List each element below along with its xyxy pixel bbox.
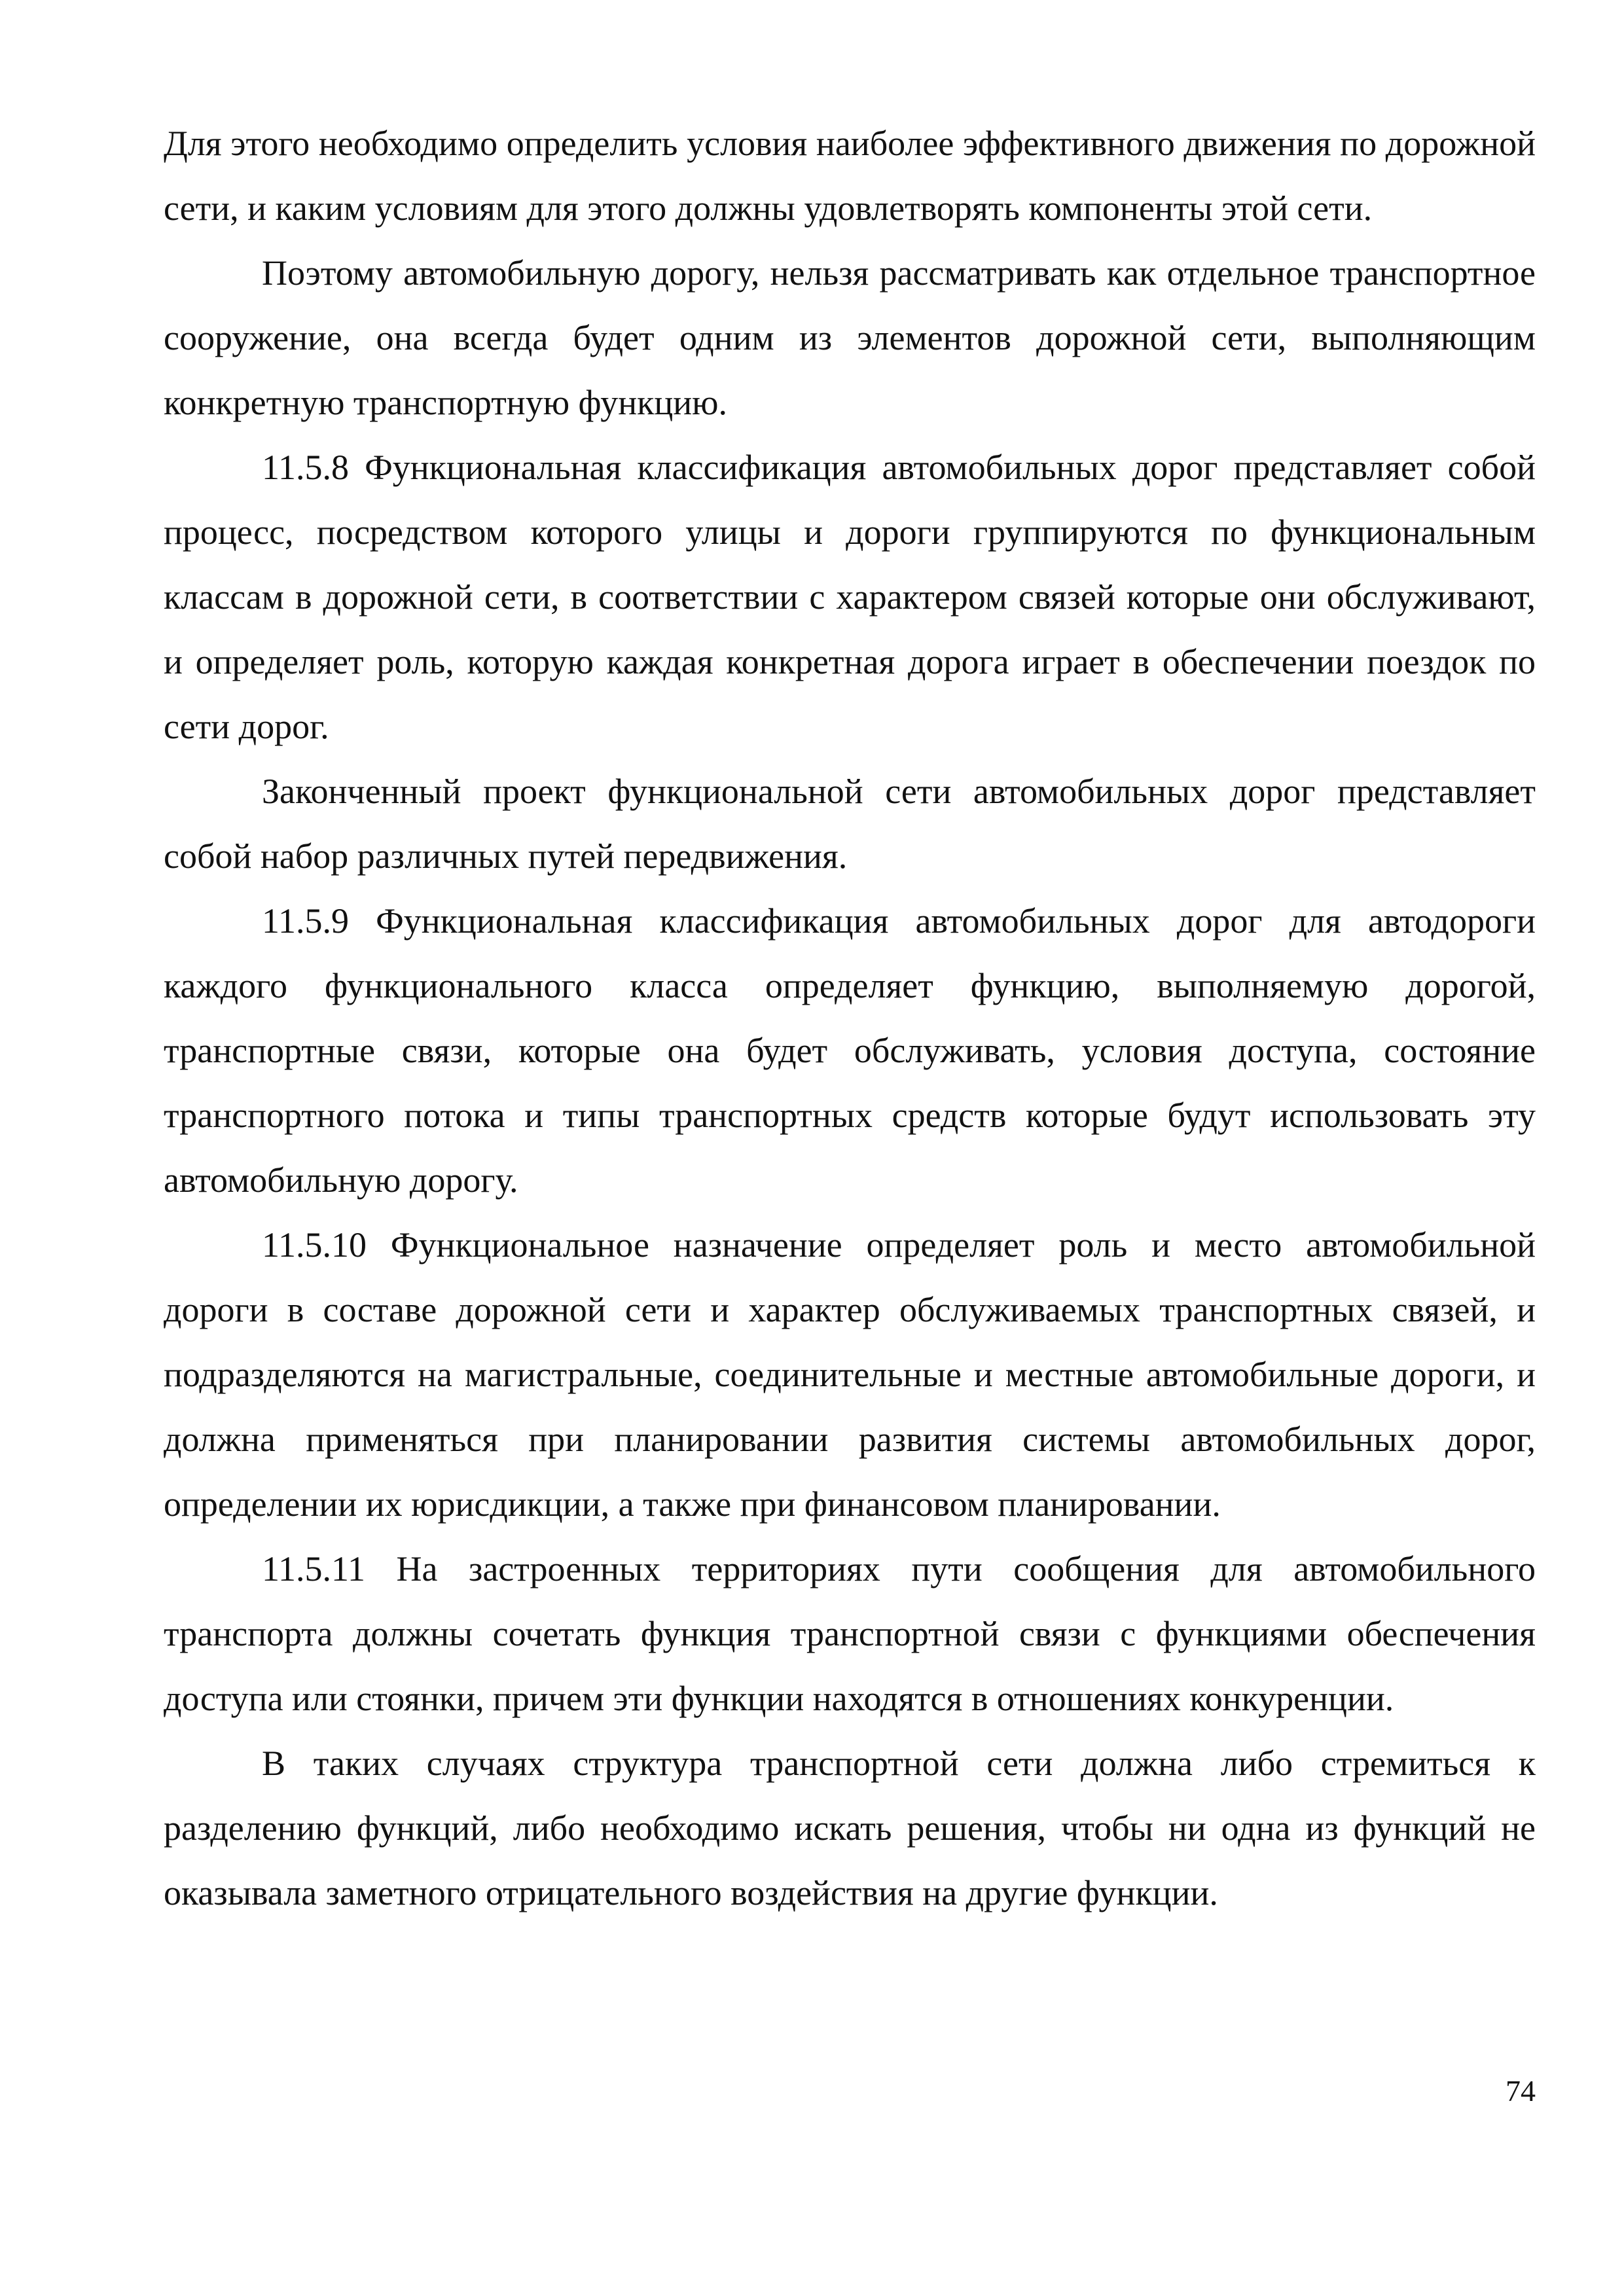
paragraph-11-5-8: 11.5.8 Функциональная классификация автомобильных дорог представляет собой процесс, посредством которого улицы и дороги группируются по функциональным классам в дорожной сети, в соответствии с характером связей которые они обслуживают, и определяет роль, которую каждая конкретная дорога играет в обеспечении поездок по сети дорог.	[164, 448, 1536, 746]
paragraph-11-5-11: 11.5.11 На застроенных территориях пути сообщения для автомобильного транспорта должны сочетать функция транспортной связи с функциями обеспечения доступа или стоянки, причем эти функции находятся в отношениях конкуренции.	[164, 1549, 1536, 1718]
paragraph-11-5-10: 11.5.10 Функциональное назначение определяет роль и место автомобильной дороги в составе дорожной сети и характер обслуживаемых транспортных связей, и подразделяются на магистральные, соединительные и местные автомобильные дороги, и должна применяться при планировании развития системы автомобильных дорог, определении их юрисдикции, а также при финансовом планировании.	[164, 1225, 1536, 1524]
body-text	[164, 111, 1536, 1926]
page-number: 74	[1506, 2074, 1536, 2108]
paragraph-separation-of-functions: В таких случаях структура транспортной сети должна либо стремиться к разделению функций, либо необходимо искать решения, чтобы ни одна из функций не оказывала заметного отрицательного воздействия на другие функции.	[164, 1744, 1536, 1912]
paragraph-11-5-9: 11.5.9 Функциональная классификация автомобильных дорог для автодороги каждого функционального класса определяет функцию, выполняемую дорогой, транспортные связи, которые она будет обслуживать, условия доступа, состояние транспортного потока и типы транспортных средств которые будут использовать эту автомобильную дорогу.	[164, 901, 1536, 1200]
paragraph-road-as-network-element: Поэтому автомобильную дорогу, нельзя рассматривать как отдельное транспортное сооружение, она всегда будет одним из элементов дорожной сети, выполняющим конкретную транспортную функцию.	[164, 253, 1536, 422]
paragraph-finished-project: Законченный проект функциональной сети автомобильных дорог представляет собой набор различных путей передвижения.	[164, 772, 1536, 876]
paragraph-intro-continuation: Для этого необходимо определить условия наиболее эффективного движения по дорожной сети, и каким условиям для этого должны удовлетворять компоненты этой сети.	[164, 124, 1536, 228]
